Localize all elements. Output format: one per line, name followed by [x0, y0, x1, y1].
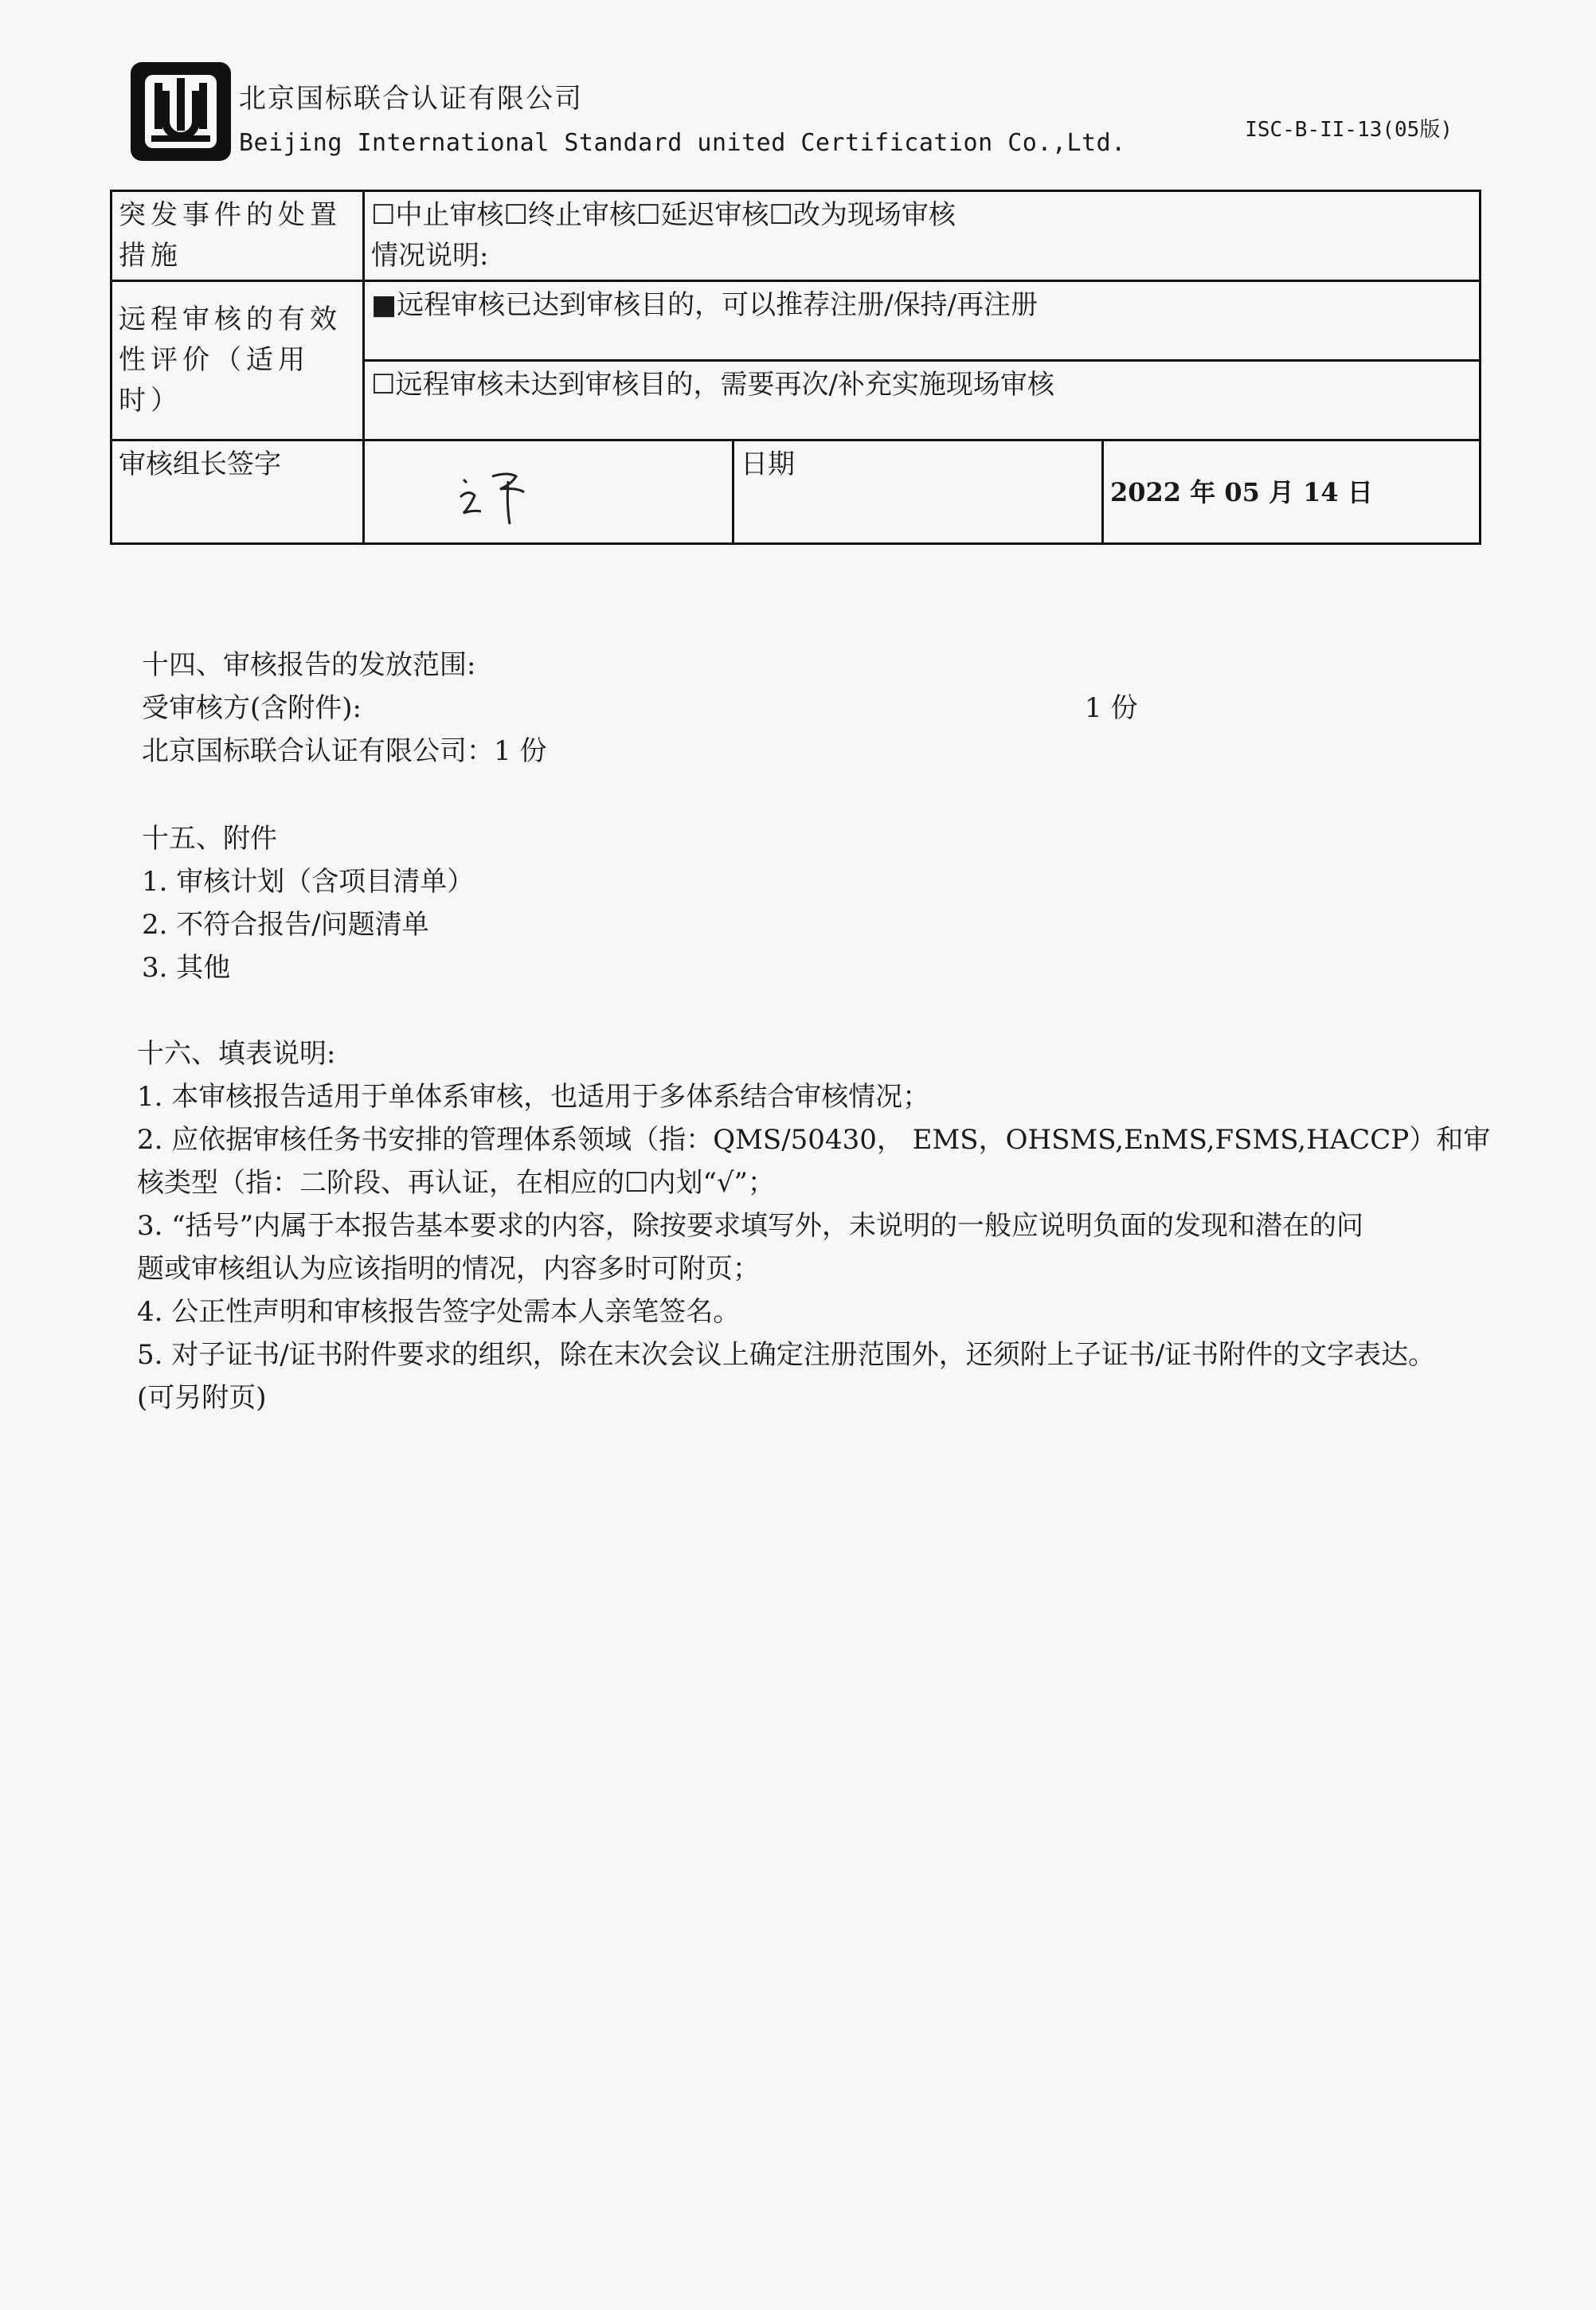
isc-logo-icon [127, 59, 234, 164]
auditee-copy-row [142, 687, 1456, 730]
instruction-item: 3. “括号”内属于本报告基本要求的内容，除按要求填写外，未说明的一般应说明负面的发现和潜在的问 [137, 1210, 1364, 1242]
attachment-item: 1. 审核计划（含项目清单） [142, 866, 475, 898]
section-16 [137, 1032, 1491, 1419]
instruction-item: 4. 公正性声明和审核报告签字处需本人亲笔签名。 [137, 1296, 741, 1328]
instruction-item: 核类型（指：二阶段、再认证，在相应的☐内划“√”； [137, 1167, 775, 1199]
emergency-cell [364, 191, 1481, 281]
company-name-cn: 北京国标联合认证有限公司 [239, 83, 583, 115]
section-14-title: 十四、审核报告的发放范围: [142, 649, 476, 681]
effectiveness-yes: ■远程审核已达到审核目的，可以推荐注册/保持/再注册 [364, 281, 1481, 361]
leader-sign-label: 审核组长签字 [111, 440, 364, 544]
instruction-item: 1. 本审核报告适用于单体系审核，也适用于多体系结合审核情况； [137, 1081, 930, 1113]
emergency-row [111, 191, 1481, 281]
section-14 [142, 644, 1456, 773]
emergency-label: 突发事件的处置措施 [111, 191, 364, 281]
date-label: 日期 [733, 440, 1103, 544]
document-code: ISC-B-II-13(05版) [1245, 118, 1453, 142]
handwritten-signature [452, 465, 540, 529]
leader-signature-cell [364, 440, 733, 544]
section-15 [142, 817, 1456, 989]
audit-form-table [110, 190, 1481, 545]
section-15-title: 十五、附件 [142, 823, 277, 855]
date-value: 2022 年 05 月 14 日 [1103, 440, 1481, 544]
company-copy-line: 北京国标联合认证有限公司：1 份 [142, 735, 547, 767]
auditee-label: 受审核方(含附件): [142, 692, 362, 724]
emergency-note: 情况说明: [371, 240, 489, 272]
effectiveness-no: ☐远程审核未达到审核目的，需要再次/补充实施现场审核 [364, 361, 1481, 440]
effectiveness-label: 远程审核的有效性评价（适用时） [111, 281, 364, 440]
instruction-item: 5. 对子证书/证书附件要求的组织，除在末次会议上确定注册范围外，还须附上子证书/证书附件的文字表达。 [137, 1339, 1436, 1371]
company-name-en: Beijing International Standard united Certification Co.,Ltd. [239, 129, 1126, 157]
auditee-qty: 1 份 [1085, 692, 1138, 724]
attachment-item: 2. 不符合报告/问题清单 [142, 909, 429, 941]
section-16-title: 十六、填表说明: [137, 1038, 336, 1070]
attachment-item: 3. 其他 [142, 952, 231, 984]
instruction-item: 2. 应依据审核任务书安排的管理体系领域（指：QMS/50430， EMS，OHSMS,EnMS,FSMS,HACCP）和审 [137, 1124, 1491, 1156]
instruction-item: 题或审核组认为应该指明的情况，内容多时可附页； [137, 1253, 760, 1285]
emergency-options: ☐中止审核☐终止审核☐延迟审核☐改为现场审核 [371, 199, 956, 231]
signature-row [111, 440, 1481, 544]
instruction-item: (可另附页) [137, 1382, 267, 1414]
effectiveness-row-1 [111, 281, 1481, 361]
